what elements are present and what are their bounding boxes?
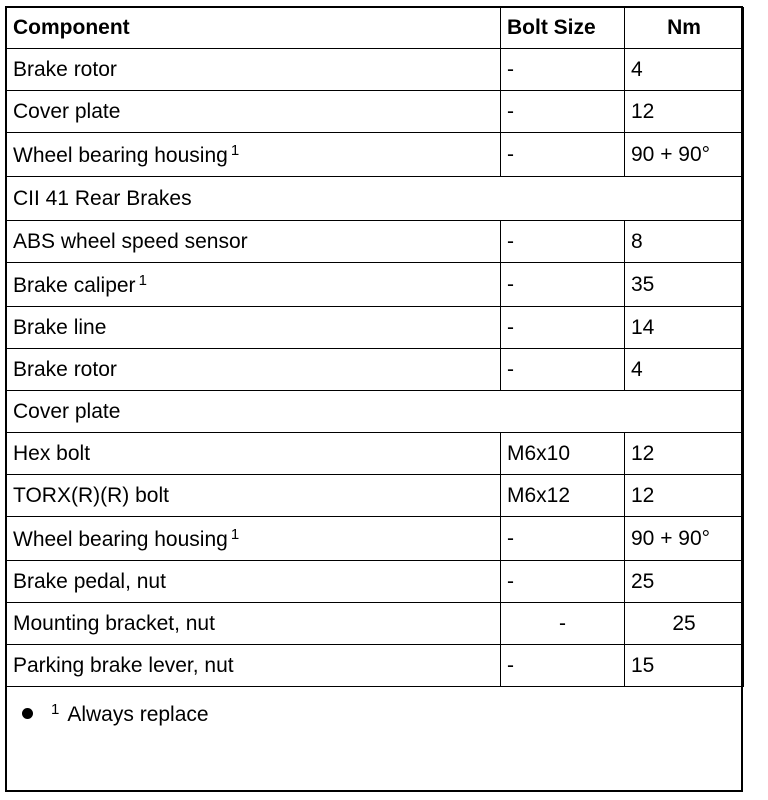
table-row	[7, 91, 744, 133]
footnote-ref: 1	[230, 525, 240, 543]
bolt-size-cell: M6x10	[501, 433, 625, 475]
bolt-size-cell: -	[501, 307, 625, 349]
table-row	[7, 349, 744, 391]
bolt-size-cell: -	[501, 221, 625, 263]
bolt-size-cell: M6x12	[501, 475, 625, 517]
component-cell: Parking brake lever, nut	[7, 645, 501, 687]
table-row	[7, 263, 744, 307]
table-row	[7, 221, 744, 263]
torque-cell: 90 + 90°	[625, 517, 744, 561]
torque-cell: 12	[625, 433, 744, 475]
table-row	[7, 645, 744, 687]
component-cell: Hex bolt	[7, 433, 501, 475]
torque-cell: 14	[625, 307, 744, 349]
torque-cell: 4	[625, 49, 744, 91]
table-row	[7, 561, 744, 603]
bolt-size-cell: -	[501, 263, 625, 307]
table-row	[7, 307, 744, 349]
component-cell: Brake rotor	[7, 49, 501, 91]
torque-table	[6, 7, 744, 687]
bolt-size-cell: -	[501, 517, 625, 561]
torque-cell: 12	[625, 91, 744, 133]
component-cell	[7, 263, 501, 307]
torque-cell: 35	[625, 263, 744, 307]
torque-cell: 90 + 90°	[625, 133, 744, 177]
table-row	[7, 49, 744, 91]
footnote	[22, 701, 209, 727]
torque-cell: 8	[625, 221, 744, 263]
footnote-marker: 1	[51, 701, 60, 718]
component-text: Wheel bearing housing	[13, 143, 228, 167]
table-row	[7, 133, 744, 177]
component-cell: Cover plate	[7, 91, 501, 133]
component-cell: Brake rotor	[7, 349, 501, 391]
table-row	[7, 603, 744, 645]
table-row	[7, 475, 744, 517]
footnote-ref: 1	[138, 271, 147, 289]
section-heading: Cover plate	[7, 391, 744, 433]
header-nm: Nm	[625, 8, 744, 49]
table-row	[7, 433, 744, 475]
component-text: Wheel bearing housing	[13, 527, 228, 551]
torque-cell: 25	[625, 561, 744, 603]
component-cell: Mounting bracket, nut	[7, 603, 501, 645]
component-cell: TORX(R)(R) bolt	[7, 475, 501, 517]
section-heading: CII 41 Rear Brakes	[7, 177, 744, 221]
bolt-size-cell: -	[501, 349, 625, 391]
bullet-icon	[22, 708, 33, 719]
component-cell: Brake line	[7, 307, 501, 349]
torque-spec-sheet	[5, 6, 743, 792]
footnote-ref: 1	[230, 141, 240, 159]
bolt-size-cell: -	[501, 603, 625, 645]
header-component: Component	[7, 8, 501, 49]
component-cell: Brake pedal, nut	[7, 561, 501, 603]
bolt-size-cell: -	[501, 91, 625, 133]
component-cell	[7, 133, 501, 177]
torque-cell: 15	[625, 645, 744, 687]
torque-cell: 4	[625, 349, 744, 391]
component-cell: ABS wheel speed sensor	[7, 221, 501, 263]
header-bolt-size: Bolt Size	[501, 8, 625, 49]
component-text: Brake caliper	[13, 273, 136, 297]
bolt-size-cell: -	[501, 645, 625, 687]
section-row	[7, 177, 744, 221]
table-row	[7, 517, 744, 561]
section-row	[7, 391, 744, 433]
bolt-size-cell: -	[501, 561, 625, 603]
torque-cell: 25	[625, 603, 744, 645]
bolt-size-cell: -	[501, 133, 625, 177]
torque-cell: 12	[625, 475, 744, 517]
component-cell	[7, 517, 501, 561]
header-row	[7, 8, 744, 49]
bolt-size-cell: -	[501, 49, 625, 91]
footnote-text: Always replace	[67, 703, 209, 726]
